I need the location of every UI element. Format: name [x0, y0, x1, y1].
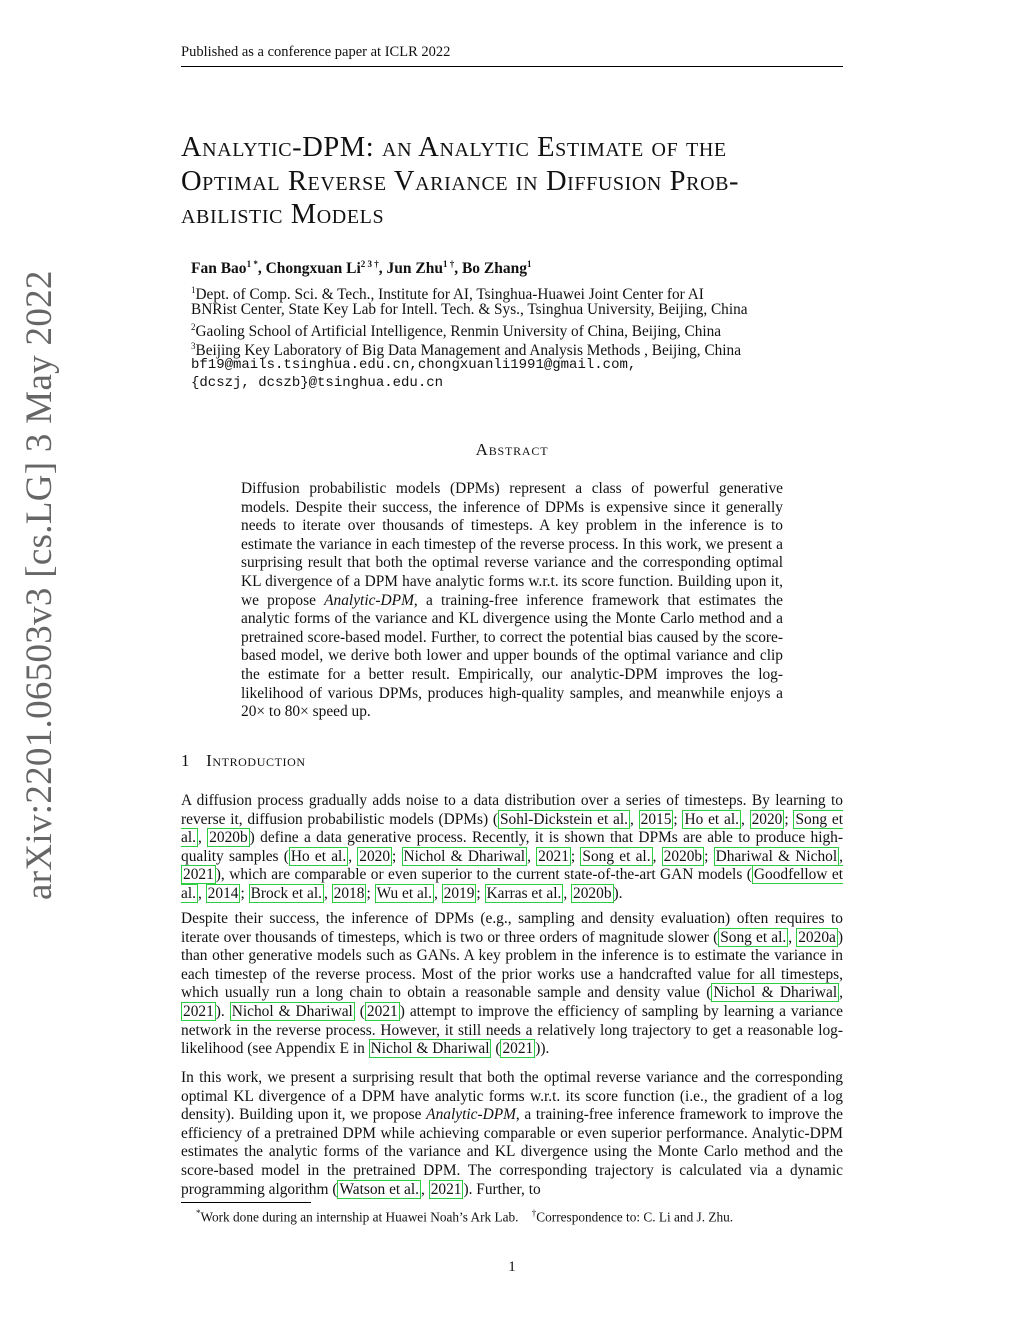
title-line: Optimal Reverse Variance in Diffusion Prob-	[181, 165, 740, 197]
citation-link[interactable]: Goodfellow et al.	[181, 866, 843, 902]
citation-separator: ,	[563, 884, 572, 902]
intro-paragraph-3	[181, 1069, 843, 1199]
citation-link[interactable]: 2020b	[663, 847, 703, 865]
body-text: ) define a data generative process. Recently, it is shown that DPMs are able to produce high-quality samples (	[181, 829, 843, 865]
citation-separator: ;	[240, 884, 249, 902]
title-line: abilistic Models	[181, 199, 385, 230]
citation-link[interactable]: Song et al.	[181, 810, 843, 847]
author-marker: 2 3 †	[360, 259, 379, 269]
method-name: Analytic-DPM	[324, 591, 414, 609]
footnote-text: Work done during an internship at Huawei Noah’s Ark Lab.	[200, 1209, 519, 1225]
arxiv-identifier: arXiv:2201.06503v3 [cs.LG] 3 May 2022	[19, 270, 60, 900]
author-separator: ,	[454, 260, 462, 278]
footnote	[196, 1208, 733, 1225]
citation-link[interactable]: 2021	[538, 847, 569, 865]
email-line[interactable]: bf19@mails.tsinghua.edu.cn,chongxuanli1991@gmail.com,	[191, 357, 637, 373]
citation-link[interactable]: Wu et al.	[376, 884, 432, 902]
body-text: ).	[540, 1040, 550, 1058]
intro-paragraph-1	[181, 792, 843, 904]
page-number: 1	[508, 1259, 516, 1275]
footnote-marker: *	[196, 1208, 201, 1218]
citation-separator: ;	[366, 884, 375, 902]
body-text: A diffusion process gradually adds noise to a data distribution over a series of timesteps. By learning to reverse it, diffusion probabilistic models (DPMs) (	[181, 792, 843, 828]
author-name: Bo Zhang	[461, 260, 528, 278]
citation-link[interactable]: Song et al.	[582, 847, 651, 865]
footnote-marker: †	[531, 1208, 537, 1218]
section-heading	[181, 751, 306, 771]
affiliation-text: Gaoling School of Artificial Intelligence, Renmin University of China, Beijing, China	[195, 323, 722, 341]
citation-separator: ,	[433, 884, 442, 902]
affiliation-marker: 1	[191, 285, 196, 295]
body-text: Despite their success, the inference of DPMs (e.g., sampling and density evaluation) often requires to iterate over thousands of timesteps, which is two or three orders of magnitude slower (	[181, 910, 843, 946]
abstract-text: , a training-free inference framework that estimates the analytic forms of the variance and KL divergence using the Monte Carlo method and a pretrained score-based model. Further, to correct the potential bias caused by the score-based model, we derive both lower and upper bounds of the optimal variance and clip the estimate for a better result. Empirically, our analytic-DPM improves the log-likelihood of various DPMs, produces high-quality samples, and meanwhile enjoys a 20× to 80× speed up.	[241, 591, 783, 721]
citation-separator: ,	[348, 847, 358, 865]
abstract-heading: Abstract	[475, 440, 549, 459]
citation-link[interactable]: Watson et al.	[339, 1180, 419, 1198]
body-text: attempt to improve the efficiency of sampling by learning a variance network in the reverse process. However, it still needs a relatively long trajectory to get a reasonable log-likelihood (see Appendix E in	[181, 1002, 843, 1058]
author-list	[191, 259, 532, 278]
intro-paragraph-2: Despite their success, the inference of DPMs (e.g., sampling and density evaluation) often requires to iterate over thousands of timesteps, which is two or three orders of magnitude slower ( Song et al. , 2020a ) than other generative models such as GANs. A key problem in the inference is to estimate the variance in each timestep of the reverse process. Most of the prior works use a handcrafted value for all timesteps, which usually run a long chain to obtain a reasonable sample and density value ( Nichol & Dhariwal , 2021 ). Nichol & Dhariwal ( 2021 ) attempt to improve the efficiency of sampling by learning a variance network in the reverse process. However, it still needs a relatively long trajectory to get a reasonable log-likelihood (see Appendix E in Nichol & Dhariwal ( 2021 )).	[181, 910, 843, 1058]
affiliation-text: BNRist Center, State Key Lab for Intell. Tech. & Sys., Tsinghua University, Beijing, China	[191, 301, 748, 318]
citation-separator: ,	[421, 1180, 429, 1198]
citation-link[interactable]: Karras et al.	[486, 884, 562, 902]
footnote-text: Correspondence to: C. Li and J. Zhu.	[536, 1209, 734, 1225]
citation-link[interactable]: 2015	[640, 810, 672, 828]
citation-link[interactable]: Ho et al.	[684, 810, 739, 828]
affiliation-line	[191, 300, 831, 319]
author-name: Chongxuan Li	[265, 260, 361, 278]
citation-separator: ,	[839, 984, 843, 1002]
citation-link[interactable]: 2021	[183, 1002, 214, 1020]
citation-link[interactable]: 2014	[207, 884, 239, 902]
paper-title	[181, 131, 846, 232]
author-separator: ,	[257, 260, 266, 278]
abstract-body	[241, 480, 783, 722]
citation-link[interactable]: Nichol & Dhariwal	[231, 1002, 353, 1020]
citation-link[interactable]: Brock et al.	[250, 884, 322, 902]
citation-link[interactable]: 2018	[333, 884, 365, 902]
citation-link[interactable]: Nichol & Dhariwal	[713, 984, 838, 1002]
citation-separator: ;	[570, 847, 581, 865]
citation-separator: ;	[392, 847, 402, 865]
affiliation-text: Dept. of Comp. Sci. & Tech., Institute for AI, Tsinghua-Huawei Joint Center for AI	[195, 286, 704, 304]
citation-separator: ,	[197, 829, 208, 847]
body-text: ).	[613, 884, 623, 902]
citation-link[interactable]: 2020	[359, 847, 391, 865]
citation-link[interactable]: Ho et al.	[290, 847, 347, 865]
citation-separator: ,	[527, 847, 537, 865]
body-text: ) than other generative models such as GANs. A key problem in the inference is to estimate the variance in each timestep of the reverse process. Most of the prior works use a handcrafted value for all timesteps, which usually run a long chain to obtain a reasonable sample and density value (	[181, 928, 843, 1002]
method-name: Analytic-DPM	[426, 1106, 516, 1124]
author-name: Fan Bao	[191, 260, 247, 278]
citation-link[interactable]: 2021	[183, 866, 214, 884]
citation-link[interactable]: Nichol & Dhariwal	[403, 847, 526, 865]
affiliation-marker: 3	[191, 341, 196, 351]
citation-separator: ;	[704, 847, 714, 865]
citation-link[interactable]: 2020a	[798, 928, 836, 946]
body-text: ). Further, to	[463, 1180, 541, 1198]
section-number: 1	[181, 751, 191, 770]
citation-separator: ,	[629, 810, 639, 828]
citation-link[interactable]: 2020b	[209, 829, 248, 847]
section-title: Introduction	[206, 751, 306, 770]
citation-link[interactable]: Dhariwal & Nichol	[715, 847, 838, 865]
citation-link[interactable]: 2019	[443, 884, 475, 902]
body-text: ), which are comparable or even superior to the current state-of-the-art GAN models (	[215, 866, 752, 884]
title-line: Analytic-DPM: an Analytic Estimate of the	[181, 132, 727, 163]
citation-link[interactable]: 2021	[502, 1040, 534, 1058]
email-line[interactable]: {dcszj, dcszb}@tsinghua.edu.cn	[191, 375, 444, 391]
author-name: Jun Zhu	[386, 260, 443, 278]
author-marker: 1 †	[442, 259, 455, 269]
citation-link[interactable]: 2021	[366, 1002, 398, 1020]
affiliation-text: Beijing Key Laboratory of Big Data Management and Analysis Methods , Beijing, China	[195, 342, 741, 360]
citation-link[interactable]: Sohl-Dickstein et al.	[500, 810, 628, 828]
body-text: In this work, we present a surprising result that both the optimal reverse variance and the corresponding optimal KL divergence of a DPM have analytic forms w.r.t. its score function (i.e., the gradient of a log density). Building upon it, we propose	[181, 1069, 843, 1124]
citation-separator: ,	[788, 928, 797, 946]
citation-separator: ,	[652, 847, 662, 865]
author-marker: 1 *	[246, 259, 258, 269]
header-rule	[181, 66, 843, 67]
citation-link[interactable]: 2021	[430, 1180, 462, 1198]
citation-separator: ,	[197, 884, 206, 902]
author-marker: 1	[527, 259, 532, 269]
citation-separator: ,	[839, 847, 844, 865]
abstract-text: Diffusion probabilistic models (DPMs) represent a class of powerful generative models. Despite their success, the inference of DPMs is expensive since it generally needs to iterate over thousands of timesteps. A key problem in the inference is to estimate the variance in each timestep of the reverse process. In this work, we present a surprising result that both the optimal reverse variance and the corresponding optimal KL divergence of a DPM have analytic forms w.r.t. its score function. Building upon it, we propose	[241, 480, 783, 609]
citation-link[interactable]: 2020b	[573, 884, 612, 902]
footnote-rule	[181, 1202, 311, 1203]
citation-separator: ;	[673, 810, 683, 828]
citation-separator: ;	[784, 810, 794, 828]
author-separator: ,	[378, 260, 387, 278]
citation-link[interactable]: 2020	[751, 810, 783, 828]
body-text: , a training-free inference framework to improve the efficiency of a pretrained DPM while achieving comparable or even superior performance. Analytic-DPM estimates the analytic forms of the variance and KL divergence using the Monte Carlo method and the score-based model in the pretrained DPM. The corresponding trajectory is calculated via a dynamic programming algorithm (	[181, 1106, 843, 1198]
citation-separator: ,	[323, 884, 332, 902]
running-header: Published as a conference paper at ICLR 2022	[181, 44, 451, 60]
citation-separator: ,	[740, 810, 750, 828]
citation-separator: ;	[476, 884, 485, 902]
citation-link[interactable]: Nichol & Dhariwal	[370, 1040, 490, 1058]
citation-link[interactable]: Song et al.	[720, 928, 787, 946]
body-text: ).	[215, 1002, 230, 1020]
affiliation-marker: 2	[191, 322, 196, 332]
